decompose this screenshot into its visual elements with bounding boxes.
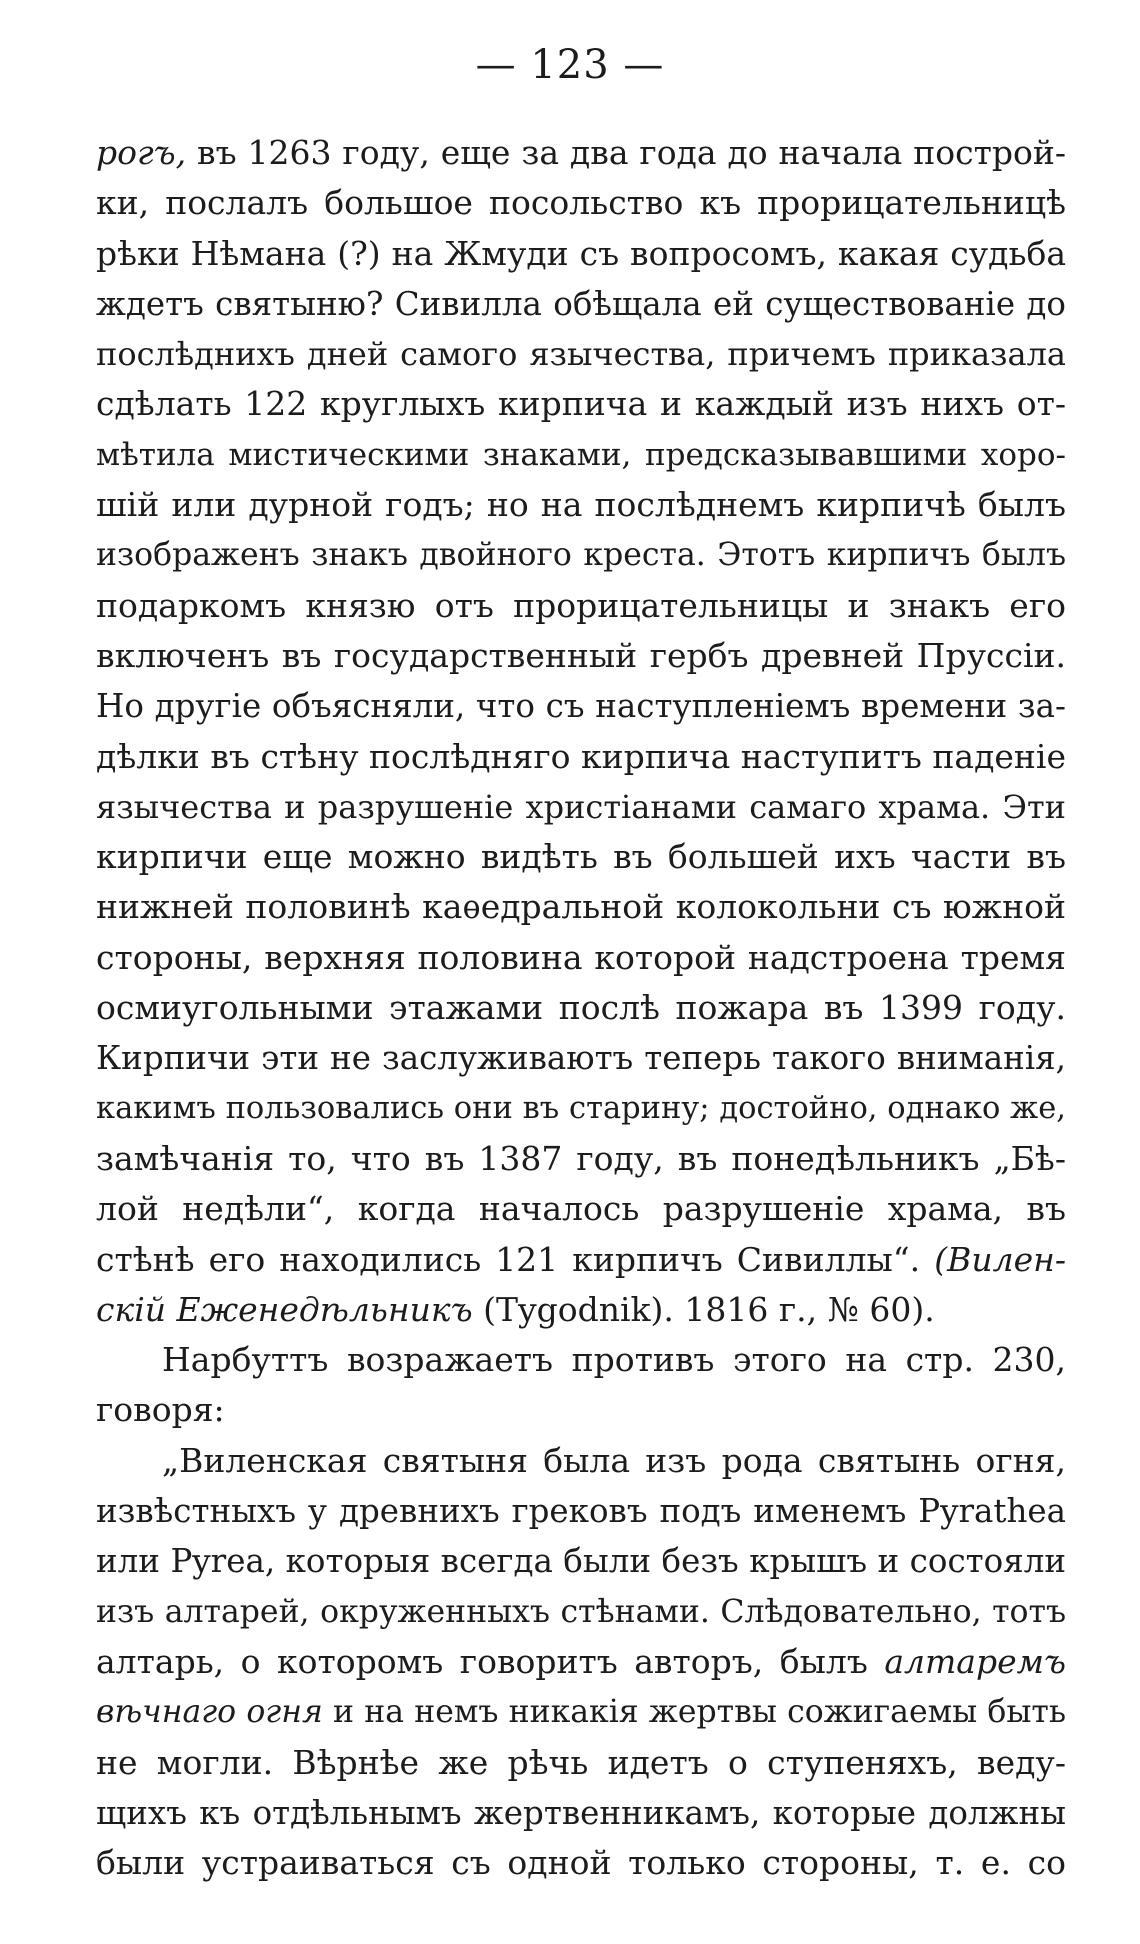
text-line — [96, 832, 1066, 882]
plain-text: шій или дурной годъ; но на послѣднемъ кирпичѣ былъ — [96, 485, 1066, 525]
text-line — [96, 732, 1066, 782]
plain-text: лой недѣли“, когда началось разрушеніе храма, въ — [96, 1189, 1066, 1229]
page-number: — 123 — — [475, 42, 665, 88]
plain-text: „Виленская святыня была изъ рода святынь огня, — [162, 1440, 1066, 1480]
plain-text: стѣнѣ его находились 121 кирпичъ Сивиллы“. — [96, 1239, 921, 1279]
plain-text: сдѣлать 122 круглыхъ кирпича и каждый изъ нихъ от- — [96, 384, 1066, 424]
text-line — [96, 1637, 1066, 1687]
plain-text: въ 1263 году, еще за два года до начала построй- — [186, 133, 1066, 172]
plain-text: и на немъ никакія жертвы сожигаемы быть — [322, 1694, 1066, 1731]
text-line — [96, 1838, 1066, 1888]
italic-text: алтаремъ — [884, 1641, 1066, 1681]
text-line — [96, 1134, 1066, 1184]
text-line — [96, 430, 1066, 480]
text-line — [96, 1486, 1066, 1536]
text-line — [96, 1235, 1066, 1285]
text-line — [96, 1738, 1066, 1788]
plain-text: изображенъ знакъ двойного креста. Этотъ кирпичъ былъ — [96, 537, 1066, 574]
plain-text: стороны, верхняя половина которой надстроена тремя — [96, 937, 1066, 977]
text-line — [96, 1788, 1066, 1838]
text-line — [96, 1587, 1066, 1637]
plain-text: ждетъ святыню? Сивилла обѣщала ей существованіе до — [96, 284, 1066, 323]
text-line — [96, 1184, 1066, 1234]
text-line — [96, 279, 1066, 329]
plain-text: осмиугольными этажами послѣ пожара въ 1399 году. — [96, 988, 1066, 1028]
plain-text: послѣднихъ дней самого язычества, причемъ приказала — [96, 335, 1066, 374]
plain-text: Кирпичи эти не заслуживаютъ теперь такого вниманія, — [96, 1039, 1066, 1078]
plain-text: рѣки Нѣмана (?) на Жмуди съ вопросомъ, какая судьба — [96, 233, 1066, 273]
italic-text: рогъ, — [96, 133, 187, 172]
text-line — [96, 882, 1066, 932]
text-line — [96, 1436, 1066, 1486]
text-line — [96, 1536, 1066, 1586]
text-line — [96, 581, 1066, 631]
plain-text: Но другіе объясняли, что съ наступленіемъ времени за- — [96, 687, 1066, 726]
plain-text: извѣстныхъ у древнихъ грековъ подъ именемъ Pyrathea — [96, 1492, 1066, 1531]
text-line — [96, 1687, 1066, 1737]
italic-text: вѣчнаго огня — [96, 1694, 323, 1731]
text-line — [96, 631, 1066, 681]
text-line — [96, 1285, 1066, 1335]
plain-text: Нарбуттъ возражаетъ противъ этого на стр. 230, — [162, 1340, 1066, 1380]
plain-text: не могли. Вѣрнѣе же рѣчь идетъ о ступеняхъ, веду- — [96, 1742, 1066, 1782]
plain-text: нижней половинѣ каѳедральной колокольни съ южной — [96, 887, 1066, 927]
plain-text: язычества и разрушеніе христіанами самаго храма. Эти — [96, 787, 1066, 826]
text-line — [96, 681, 1066, 731]
text-line — [96, 983, 1066, 1033]
plain-text: изъ алтарей, окруженныхъ стѣнами. Слѣдовательно, тотъ — [96, 1593, 1066, 1630]
text-line — [96, 229, 1066, 279]
text-line — [96, 933, 1066, 983]
paragraph — [96, 128, 1066, 1335]
text-line — [96, 530, 1066, 580]
plain-text: дѣлки въ стѣну послѣдняго кирпича наступитъ паденіе — [96, 736, 1066, 776]
text-line — [96, 782, 1066, 832]
plain-text: алтарь, о которомъ говоритъ авторъ, былъ — [96, 1641, 885, 1681]
plain-text: были устраиваться съ одной только стороны, т. е. со — [96, 1843, 1066, 1883]
text-line — [96, 128, 1066, 178]
plain-text: включенъ въ государственный гербъ древней Пруссіи. — [96, 635, 1066, 675]
text-line — [96, 1084, 1066, 1134]
text-line — [96, 178, 1066, 228]
paragraph — [96, 1436, 1066, 1889]
plain-text: ки, послалъ большое посольство къ прорицательницѣ — [96, 183, 1066, 223]
plain-text: щихъ къ отдѣльнымъ жертвенникамъ, которые должны — [96, 1793, 1066, 1832]
plain-text: подаркомъ князю отъ прорицательницы и знакъ его — [96, 585, 1066, 625]
paragraph — [96, 1335, 1066, 1436]
plain-text: или Pyrea, которыя всегда были безъ крышъ и состояли — [96, 1542, 1066, 1581]
plain-text: (Tygodnik). 1816 г., № 60). — [472, 1289, 935, 1329]
plain-text: кирпичи еще можно видѣть въ большей ихъ части въ — [96, 837, 1066, 877]
text-line — [96, 1385, 1066, 1435]
body-text — [96, 128, 1066, 1888]
text-line — [96, 1335, 1066, 1385]
italic-text: скій Еженедѣльникъ — [96, 1289, 473, 1329]
plain-text: говоря: — [96, 1390, 225, 1430]
italic-text: (Вилен- — [920, 1239, 1067, 1279]
text-line — [96, 480, 1066, 530]
text-line — [96, 329, 1066, 379]
plain-text: мѣтила мистическими знаками, предсказывавшими хоро- — [96, 436, 1066, 473]
text-line — [96, 1033, 1066, 1083]
text-line — [96, 379, 1066, 429]
plain-text: замѣчанія то, что въ 1387 году, въ понедѣльникъ „Бѣ- — [96, 1138, 1066, 1178]
plain-text: какимъ пользовались они въ старину; достойно, однако же, — [96, 1090, 1066, 1126]
